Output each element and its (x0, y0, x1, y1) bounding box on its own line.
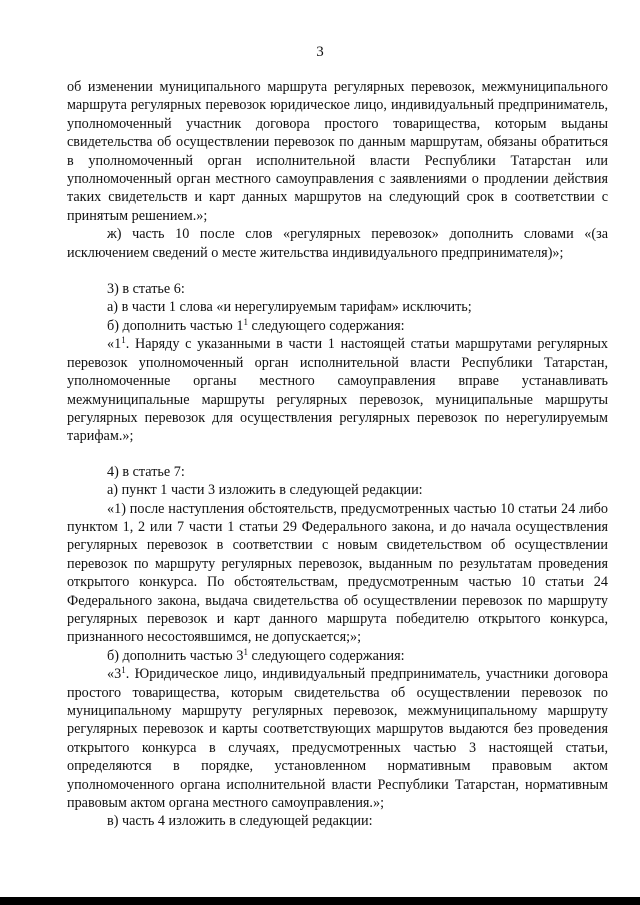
paragraph-p2: ж) часть 10 после слов «регулярных перевозок» дополнить словами «(за исключением сведений о месте жительства индивидуального предпринимателя)»; (67, 226, 608, 261)
paragraph-p5 (67, 317, 608, 335)
superscript: 1 (121, 665, 126, 676)
paragraph-p3: 3) в статье 6: (107, 281, 185, 298)
paragraph-p9: «1) после наступления обстоятельств, предусмотренных частью 10 статьи 24 либо пунктом 1, 2 или 7 части 1 статьи 29 Федерального закона, и до начала осуществления регулярных перевозок в соответствии с новым свидетельством об осуществлении перевозок по маршруту регулярных перевозок, выданным по результатам проведения открытого конкурса. По обстоятельствам, предусмотренным частью 10 статьи 24 Федерального закона, выдача свидетельства об осуществлении перевозок по маршруту регулярных перевозок и карт данного маршрута победителю открытого конкурса, признанного несостоявшимся, не допускается;»; (67, 500, 608, 646)
paragraph-p4: а) в части 1 слова «и нерегулируемым тарифам» исключить; (107, 299, 472, 316)
paragraph-p6-post: . Наряду с указанными в части 1 настоящей статьи маршрутами регулярных перевозок уполномоченный орган исполнительной власти Республики Татарстан, уполномоченные органы местного самоуправления вправе устанавливать межмуниципальные маршруты регулярных перевозок, муниципальные маршруты регулярных перевозок для осуществления регулярных перевозок по нерегулируемым тарифам.»; (67, 336, 608, 445)
paragraph-p5-post: следующего содержания: (247, 317, 405, 334)
paragraph-p11-pre: «3 (107, 666, 122, 683)
paragraph-p10-post: следующего содержания: (247, 647, 405, 664)
paragraph-p11 (67, 665, 608, 812)
paragraph-p7: 4) в статье 7: (107, 463, 185, 480)
paragraph-gap (67, 262, 608, 280)
paragraph-p12: в) часть 4 изложить в следующей редакции: (107, 813, 373, 830)
superscript: 1 (243, 646, 248, 657)
superscript: 1 (121, 335, 126, 346)
superscript: 1 (243, 316, 248, 327)
page-number: 3 (316, 44, 324, 60)
paragraph-p6 (67, 335, 608, 445)
paragraph-p1: об изменении муниципального маршрута регулярных перевозок, межмуниципального маршрута регулярных перевозок юридическое лицо, индивидуальный предприниматель, уполномоченный участник договора простого товарищества, которым выданы свидетельства об осуществлении перевозок по данным маршрутам, обязаны обратиться в уполномоченный орган исполнительной власти Республики Татарстан или уполномоченный орган местного самоуправления с заявлениями о продлении действия таких свидетельств и карт данных маршрутов на следующий срок в соответствии с принятым решением.»; (67, 79, 608, 224)
paragraph-p5-pre: б) дополнить частью 1 (107, 317, 244, 334)
document-body (67, 78, 608, 831)
paragraph-gap (67, 446, 608, 463)
paragraph-p11-post: . Юридическое лицо, индивидуальный предприниматель, участники договора простого товарищества, которым свидетельства об осуществлении перевозок по муниципальному маршруту регулярных перевозок, межмуниципальному маршруту регулярных перевозок и карты соответствующих маршрутов выдаются без проведения открытого конкурса в случаях, предусмотренных частью 3 настоящей статьи, определяются в порядке, установленном нормативным правовым актом уполномоченного органа исполнительной власти Республики Татарстан, нормативным правовым актом органа местного самоуправления.»; (67, 666, 608, 812)
paragraph-p10-pre: б) дополнить частью 3 (107, 647, 244, 664)
paragraph-p8: а) пункт 1 части 3 изложить в следующей редакции: (107, 482, 423, 499)
paragraph-p6-pre: «1 (107, 336, 122, 353)
paragraph-p10 (67, 647, 608, 665)
scan-edge-bar (0, 897, 640, 905)
